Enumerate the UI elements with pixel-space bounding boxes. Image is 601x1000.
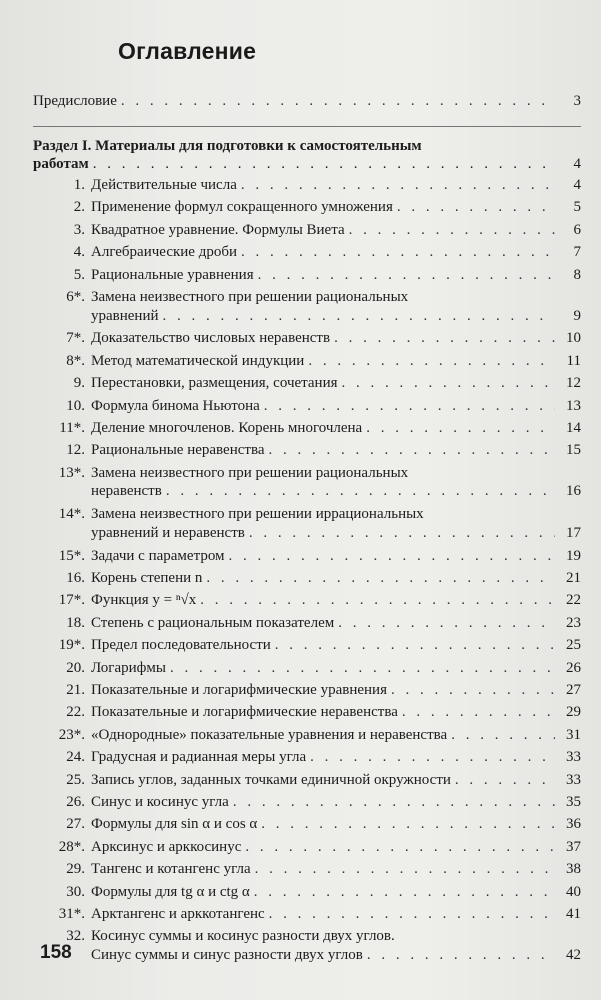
leader-dots [249, 524, 555, 542]
toc-entry-continuation [91, 482, 581, 500]
toc-entry-page: 27 [566, 682, 581, 698]
toc-entry-continuation [91, 307, 581, 325]
toc-entry-number: 24. [66, 749, 85, 766]
toc-entry-page: 25 [566, 637, 581, 654]
toc-entry-label: Показательные и логарифмические уравнения [91, 682, 387, 698]
leader-dots [269, 905, 555, 923]
leader-dots [349, 221, 555, 239]
toc-entry-label: Квадратное уравнение. Формулы Виета [91, 221, 345, 238]
toc-entry-number: 23*. [58, 726, 85, 743]
toc-entry-label-cont: неравенств [91, 483, 162, 500]
leader-dots [308, 352, 555, 370]
toc-entry-label-cont: уравнений и неравенств [91, 524, 245, 541]
leader-dots [338, 614, 555, 632]
toc-entry-page: 7 [573, 244, 581, 261]
toc-entry [33, 659, 581, 677]
leader-dots [455, 771, 555, 789]
toc-entry [33, 815, 581, 833]
toc-entry-label: Предисловие [33, 93, 117, 109]
toc-entry-number: 22. [66, 704, 85, 721]
toc-entry-number: 18. [66, 614, 85, 631]
toc-entry-number: 15*. [58, 547, 85, 564]
toc-entry-number: 29. [66, 861, 85, 878]
toc-entry-page: 3 [573, 93, 581, 109]
toc-entry-preface [33, 92, 581, 110]
leader-dots [402, 703, 555, 721]
toc-entry-page: 19 [566, 547, 581, 564]
toc-entry-number: 28*. [58, 838, 85, 855]
toc-entry [33, 547, 581, 565]
section-heading-cont [33, 155, 581, 173]
toc-entry-page: 12 [566, 375, 581, 392]
toc-entry [33, 703, 581, 721]
toc-entry-label: Функция y = ⁿ√x [91, 592, 197, 609]
toc-entry-page: 36 [566, 816, 581, 833]
leader-dots [367, 946, 555, 964]
toc-entry-number: 32. [66, 928, 85, 945]
toc-entry [33, 726, 581, 744]
toc-entry [33, 591, 581, 609]
toc-entry-number: 26. [66, 794, 85, 810]
toc-entry [33, 176, 581, 194]
toc-entry-page: 33 [566, 771, 581, 788]
leader-dots [200, 591, 555, 609]
toc-entry-number: 12. [66, 442, 85, 459]
toc-entry [33, 419, 581, 437]
toc-entry [33, 505, 581, 523]
leader-dots [166, 482, 555, 500]
toc-entry-label: «Однородные» показательные уравнения и неравенства [91, 726, 448, 743]
toc-entry-label: Замена неизвестного при решении иррациональных [91, 506, 424, 523]
toc-entry-number: 30. [66, 883, 85, 900]
toc-entry-label: Замена неизвестного при решении рациональных [91, 289, 409, 305]
toc-entry-label: Степень с рациональным показателем [91, 614, 335, 631]
toc-entry-page: 38 [566, 861, 581, 878]
toc-entry [33, 927, 581, 945]
toc-entry [33, 793, 581, 811]
toc-entry-number: 21. [66, 682, 85, 698]
leader-dots [310, 748, 555, 766]
toc-entry [33, 838, 581, 856]
toc-entry-page: 37 [566, 838, 581, 855]
toc-entry-number: 1. [73, 177, 85, 193]
toc-entry-label: Формула бинома Ньютона [91, 397, 260, 414]
leader-dots [229, 547, 555, 565]
leader-dots [269, 441, 556, 459]
leader-dots [255, 860, 555, 878]
toc-entry-label: Предел последовательности [91, 637, 271, 654]
toc-entry-page: 8 [573, 266, 581, 283]
toc-entry-label: Косинус суммы и косинус разности двух углов. [91, 928, 395, 945]
toc-entry-page: 22 [566, 592, 581, 609]
leader-dots [206, 569, 555, 587]
toc-entry-page: 13 [566, 397, 581, 414]
toc-entry-number: 31*. [58, 906, 85, 922]
leader-dots [93, 155, 555, 173]
toc-entry-page: 15 [566, 442, 581, 459]
leader-dots [261, 815, 555, 833]
toc-entry-number: 16. [66, 570, 85, 586]
toc-entry-page: 23 [566, 614, 581, 631]
toc-entry-label: Градусная и радианная меры угла [91, 749, 307, 766]
toc-entry-page: 9 [573, 307, 581, 324]
leader-dots [121, 92, 555, 110]
toc-entry-label: Арксинус и арккосинус [91, 838, 242, 855]
toc-entry-page: 33 [566, 749, 581, 766]
toc-entry [33, 748, 581, 766]
toc-entry-page: 26 [566, 659, 581, 676]
toc-entry-label: Рациональные неравенства [91, 442, 265, 459]
toc-entry-page: 21 [566, 570, 581, 586]
toc-entry-number: 11*. [59, 420, 85, 436]
toc-entry-page: 5 [573, 199, 581, 216]
leader-dots [163, 307, 555, 325]
leader-dots [342, 374, 555, 392]
toc-entry-label: Формулы для sin α и cos α [91, 816, 258, 833]
leader-dots [241, 176, 555, 194]
toc-entry-continuation [91, 524, 581, 542]
toc-entry-page: 14 [566, 420, 581, 436]
toc-entry [33, 221, 581, 239]
toc-entry [33, 883, 581, 901]
toc-entry-number: 10. [66, 397, 85, 414]
toc-entry [33, 681, 581, 699]
toc-entry-label: Арктангенс и арккотангенс [91, 906, 265, 922]
toc-entry-label: Перестановки, размещения, сочетания [91, 375, 338, 392]
toc-entry-page: 31 [566, 726, 581, 743]
toc-entry-label: Показательные и логарифмические неравенства [91, 704, 398, 721]
toc-entry-page: 40 [566, 883, 581, 900]
toc-entry-label-cont: уравнений [91, 307, 159, 324]
toc-entry-label: Рациональные уравнения [91, 266, 254, 283]
toc-entry-number: 13*. [58, 464, 85, 481]
toc-entry-label: Действительные числа [91, 177, 237, 193]
toc-entry-label: Задачи с параметром [91, 547, 225, 564]
toc-entry-number: 25. [66, 771, 85, 788]
toc-entry [33, 860, 581, 878]
toc-entry-number: 27. [66, 816, 85, 833]
toc-entry [33, 905, 581, 923]
toc-entry-number: 9. [73, 375, 85, 392]
toc-entry-number: 4. [73, 244, 85, 261]
leader-dots [451, 726, 555, 744]
toc-entry [33, 397, 581, 415]
toc-entry [33, 771, 581, 789]
toc-entry-number: 6*. [66, 289, 85, 305]
toc-entry [33, 569, 581, 587]
toc-entry-label: Синус и косинус угла [91, 794, 229, 810]
toc-entry [33, 198, 581, 216]
toc-entry-label: Применение формул сокращенного умножения [91, 199, 393, 216]
toc-entry-label: Замена неизвестного при решении рациональных [91, 464, 409, 481]
toc-entry-label: Алгебраические дроби [91, 244, 237, 261]
toc-entry-label: Запись углов, заданных точками единичной окружности [91, 771, 451, 788]
leader-dots [275, 636, 555, 654]
toc-entry-label: Доказательство числовых неравенств [91, 330, 331, 347]
toc-entry-number: 20. [66, 659, 85, 676]
leader-dots [366, 419, 555, 437]
toc-entry-page: 16 [566, 483, 581, 500]
toc-entry [33, 374, 581, 392]
toc-entry-label: Формулы для tg α и ctg α [91, 883, 250, 900]
section-heading: Раздел I. Материалы для подготовки к самостоятельным [33, 138, 422, 154]
toc-entry-label-cont: Синус суммы и синус разности двух углов [91, 946, 363, 963]
toc-entry-page: 35 [566, 794, 581, 810]
toc-entry [33, 441, 581, 459]
page-number: 158 [40, 942, 72, 963]
toc-entry-page: 4 [573, 177, 581, 193]
toc-entry-page: 29 [566, 704, 581, 721]
toc-entry-label: Тангенс и котангенс угла [91, 861, 251, 878]
toc-entry-number: 7*. [66, 330, 85, 347]
leader-dots [334, 329, 555, 347]
toc-entry-number: 3. [73, 221, 85, 238]
toc-entry-number: 5. [73, 266, 85, 283]
toc-entry-label: Логарифмы [91, 659, 166, 676]
divider [33, 126, 581, 127]
leader-dots [241, 243, 555, 261]
toc-entry-page: 10 [566, 330, 581, 347]
toc-entry-label: Метод математической индукции [91, 352, 305, 369]
toc-entry [33, 464, 581, 482]
toc-entry [33, 329, 581, 347]
toc-entry-number: 19*. [58, 637, 85, 654]
toc-entry [33, 636, 581, 654]
toc-entry-label: Корень степени n [91, 570, 203, 586]
toc-entry-page: 11 [566, 352, 581, 369]
toc-entry-continuation [91, 946, 581, 964]
leader-dots [397, 198, 555, 216]
leader-dots [254, 883, 555, 901]
leader-dots [264, 397, 555, 415]
section-page: 4 [573, 156, 581, 172]
toc-entry-label: Деление многочленов. Корень многочлена [91, 420, 363, 436]
toc-entry-number: 14*. [58, 506, 85, 523]
leader-dots [245, 838, 555, 856]
toc-entry-page: 17 [566, 524, 581, 541]
toc-entry [33, 352, 581, 370]
toc-entry [33, 243, 581, 261]
toc-entry [33, 266, 581, 284]
leader-dots [391, 681, 555, 699]
leader-dots [233, 793, 555, 811]
leader-dots [258, 266, 555, 284]
toc-entry-number: 2. [73, 199, 85, 216]
toc-entry-number: 17*. [58, 592, 85, 609]
leader-dots [170, 659, 555, 677]
toc-entry-number: 8*. [66, 352, 85, 369]
page-title: Оглавление [118, 38, 257, 64]
toc-entry-page: 41 [566, 906, 581, 922]
toc-entry [33, 614, 581, 632]
toc-entry-page: 42 [566, 946, 581, 963]
toc-entry-page: 6 [573, 221, 581, 238]
toc-entry [33, 288, 581, 306]
section-heading-line2: работам [33, 156, 89, 172]
